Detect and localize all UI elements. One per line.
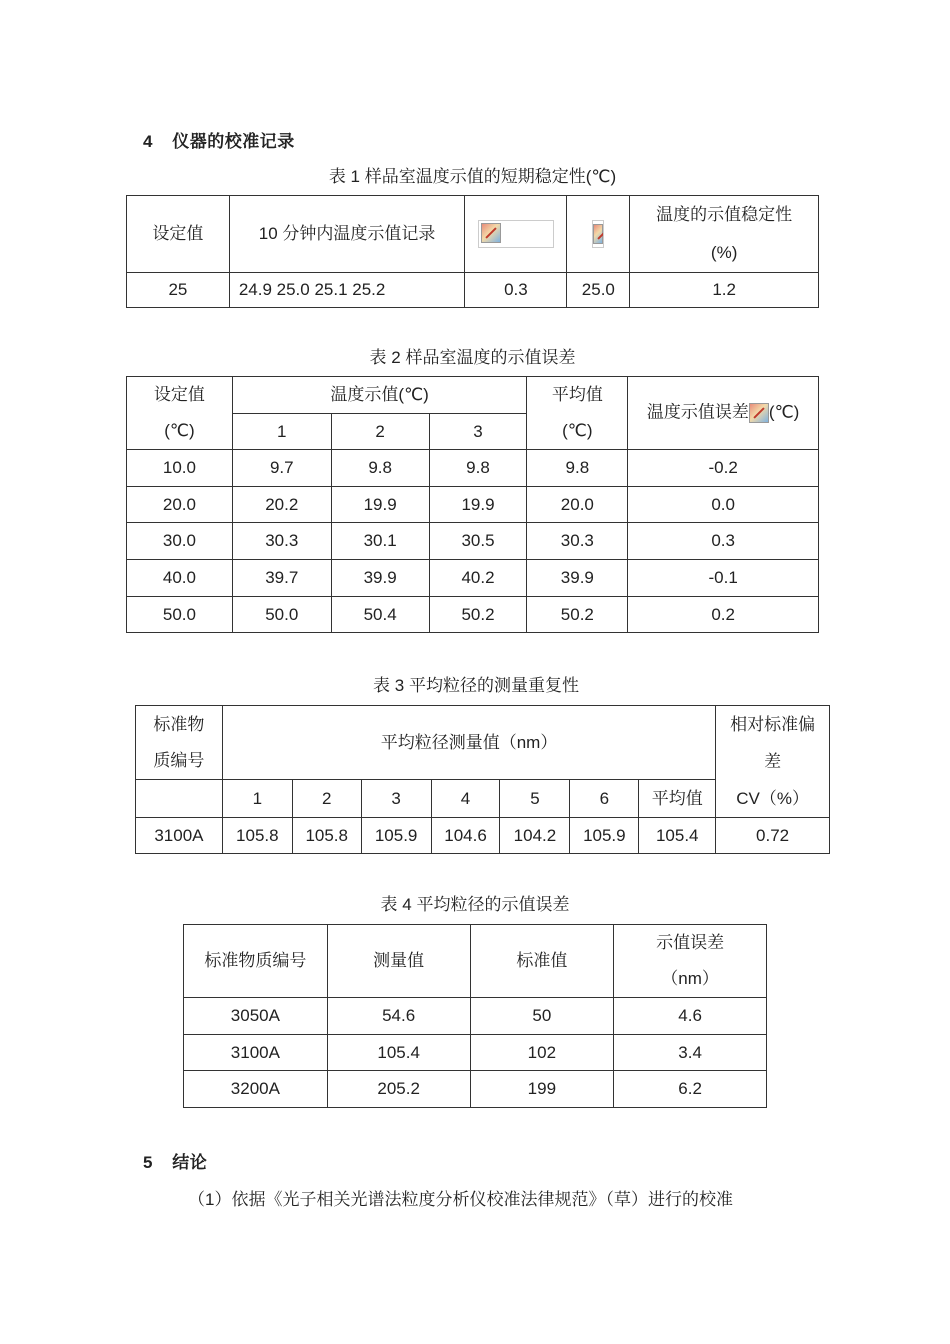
table2-header-set-unit: (℃) xyxy=(164,421,195,440)
section-title: 结论 xyxy=(172,1153,208,1172)
table1-header-cell xyxy=(630,196,819,273)
table2-cell: 10.0 xyxy=(127,450,233,487)
table2-header-avg-unit: (℃) xyxy=(562,421,593,440)
table2-cell: 20.0 xyxy=(527,487,628,523)
table2-cell: 50.0 xyxy=(232,597,331,633)
table3-cell: 104.2 xyxy=(500,818,570,854)
table3-cell: 105.9 xyxy=(570,818,639,854)
table4-cell: 4.6 xyxy=(614,998,767,1035)
table4-cell: 105.4 xyxy=(327,1035,470,1071)
table3-cell: 0.72 xyxy=(716,818,830,854)
table2-cell: 20.2 xyxy=(232,487,331,523)
broken-image-icon xyxy=(749,403,769,423)
table2-cell: 9.7 xyxy=(232,450,331,487)
table2-cell: 0.0 xyxy=(628,487,819,523)
table2-header-set xyxy=(127,377,233,450)
section-number: 5 xyxy=(143,1153,153,1172)
table1-caption: 表 1 样品室温度示值的短期稳定性(℃) xyxy=(328,167,617,186)
table3-subheader: 4 xyxy=(431,780,500,818)
table2-cell: 39.7 xyxy=(232,560,331,597)
broken-image-icon xyxy=(481,223,501,243)
table2-subheader: 1 xyxy=(232,414,331,450)
table4-header-cell: 标准值 xyxy=(470,925,614,998)
table3-subheader: 2 xyxy=(292,780,361,818)
table2-header-set-label: 设定值 xyxy=(153,385,205,404)
table2-header-error xyxy=(628,377,819,450)
table2-cell: 40.2 xyxy=(429,560,527,597)
table1-cell: 1.2 xyxy=(630,273,819,308)
table4-cell: 3200A xyxy=(184,1071,328,1108)
table2-subheader: 3 xyxy=(429,414,527,450)
table3-cell: 105.4 xyxy=(639,818,716,854)
table3-subheader: 平均值 xyxy=(639,780,716,818)
table3-cell: 105.8 xyxy=(292,818,361,854)
table3-cell: 3100A xyxy=(136,818,223,854)
table3-cell: 104.6 xyxy=(431,818,500,854)
table4-cell: 6.2 xyxy=(614,1071,767,1108)
table2-caption: 表 2 样品室温度的示值误差 xyxy=(369,348,576,367)
table1-header-cell: 10 分钟内温度示值记录 xyxy=(229,196,465,273)
table1-header-unit: (%) xyxy=(710,243,738,262)
table2-cell: 30.1 xyxy=(331,523,429,560)
table1-cell: 0.3 xyxy=(465,273,567,308)
table2-cell: 20.0 xyxy=(127,487,233,523)
table4-header-error-label: 示值误差 xyxy=(656,933,725,952)
table2-cell: 39.9 xyxy=(331,560,429,597)
table4-cell: 50 xyxy=(470,998,614,1035)
conclusion-paragraph: （1）依据《光子相关光谱法粒度分析仪校准法律规范》（草）进行的校准 xyxy=(188,1190,733,1209)
table4-cell: 3050A xyxy=(184,998,328,1035)
table4-header-error-unit: （nm） xyxy=(661,969,719,988)
table3-cell: 105.8 xyxy=(222,818,292,854)
table4-caption: 表 4 平均粒径的示值误差 xyxy=(380,895,570,914)
table3-subheader: 3 xyxy=(361,780,431,818)
table3-subheader-blank xyxy=(136,780,223,818)
section-5-heading xyxy=(143,1148,207,1173)
table2-cell: -0.2 xyxy=(628,450,819,487)
table2-cell: 40.0 xyxy=(127,560,233,597)
table2-cell: 50.2 xyxy=(429,597,527,633)
table1-header-cell: 设定值 xyxy=(127,196,230,273)
table4-cell: 199 xyxy=(470,1071,614,1108)
table2-header-avg-label: 平均值 xyxy=(551,385,603,404)
table4-header-cell: 测量值 xyxy=(327,925,470,998)
missing-image-box xyxy=(592,220,604,248)
table3-header-rsd-line1: 相对标准偏 xyxy=(730,715,816,734)
section-number: 4 xyxy=(143,132,153,151)
table1-header-stability: 温度的示值稳定性 xyxy=(656,205,793,224)
table2-cell: 9.8 xyxy=(429,450,527,487)
table3-subheader: 1 xyxy=(222,780,292,818)
table3-header-std-line1: 标准物 xyxy=(153,714,205,734)
table2-cell: 30.3 xyxy=(232,523,331,560)
table3-subheader: 6 xyxy=(570,780,639,818)
table3-header-std xyxy=(136,706,223,780)
table2-header-avg xyxy=(527,377,628,450)
section-4-heading xyxy=(143,127,295,152)
table3-header-rsd-line3: CV（%） xyxy=(736,789,809,808)
missing-image-box xyxy=(478,220,554,248)
table3-subheader: 5 xyxy=(500,780,570,818)
table4-cell: 54.6 xyxy=(327,998,470,1035)
table4-cell: 3.4 xyxy=(614,1035,767,1071)
table2-cell: 50.0 xyxy=(127,597,233,633)
table2-cell: 50.4 xyxy=(331,597,429,633)
table1-header-cell xyxy=(567,196,630,273)
table2-cell: 9.8 xyxy=(527,450,628,487)
table3-header-measurement: 平均粒径测量值（nm） xyxy=(222,706,715,780)
table2-header-error-unit: (℃) xyxy=(768,402,800,422)
table4-cell: 3100A xyxy=(184,1035,328,1071)
table2-subheader: 2 xyxy=(331,414,429,450)
table2-header-display: 温度示值(℃) xyxy=(232,377,527,414)
table2-cell: 0.3 xyxy=(628,523,819,560)
table2-cell: 30.5 xyxy=(429,523,527,560)
table2-cell: 0.2 xyxy=(628,597,819,633)
table3-header-rsd-line2: 差 xyxy=(764,752,782,771)
table4-header-error xyxy=(614,925,767,998)
table3-header-std-line2: 质编号 xyxy=(153,750,205,770)
table2-header-error-label: 温度示值误差 xyxy=(646,402,749,422)
section-title: 仪器的校准记录 xyxy=(172,132,295,151)
table2 xyxy=(126,376,819,633)
table2-cell: 30.3 xyxy=(527,523,628,560)
table3-caption: 表 3 平均粒径的测量重复性 xyxy=(373,676,579,695)
table1-cell: 25 xyxy=(127,273,230,308)
table4-header-cell: 标准物质编号 xyxy=(184,925,328,998)
table2-cell: 9.8 xyxy=(331,450,429,487)
broken-image-icon xyxy=(593,224,603,244)
table2-cell: 50.2 xyxy=(527,597,628,633)
table4-cell: 102 xyxy=(470,1035,614,1071)
table2-cell: 19.9 xyxy=(429,487,527,523)
table1-header-cell xyxy=(465,196,567,273)
table1 xyxy=(126,195,819,308)
table3 xyxy=(135,705,830,854)
table2-cell: 30.0 xyxy=(127,523,233,560)
table4 xyxy=(183,924,767,1108)
table2-cell: 19.9 xyxy=(331,487,429,523)
table1-cell: 25.0 xyxy=(567,273,630,308)
table2-cell: 39.9 xyxy=(527,560,628,597)
table1-cell: 24.9 25.0 25.1 25.2 xyxy=(229,273,465,308)
table3-cell: 105.9 xyxy=(361,818,431,854)
table3-header-rsd xyxy=(716,706,830,818)
table2-cell: -0.1 xyxy=(628,560,819,597)
table4-cell: 205.2 xyxy=(327,1071,470,1108)
